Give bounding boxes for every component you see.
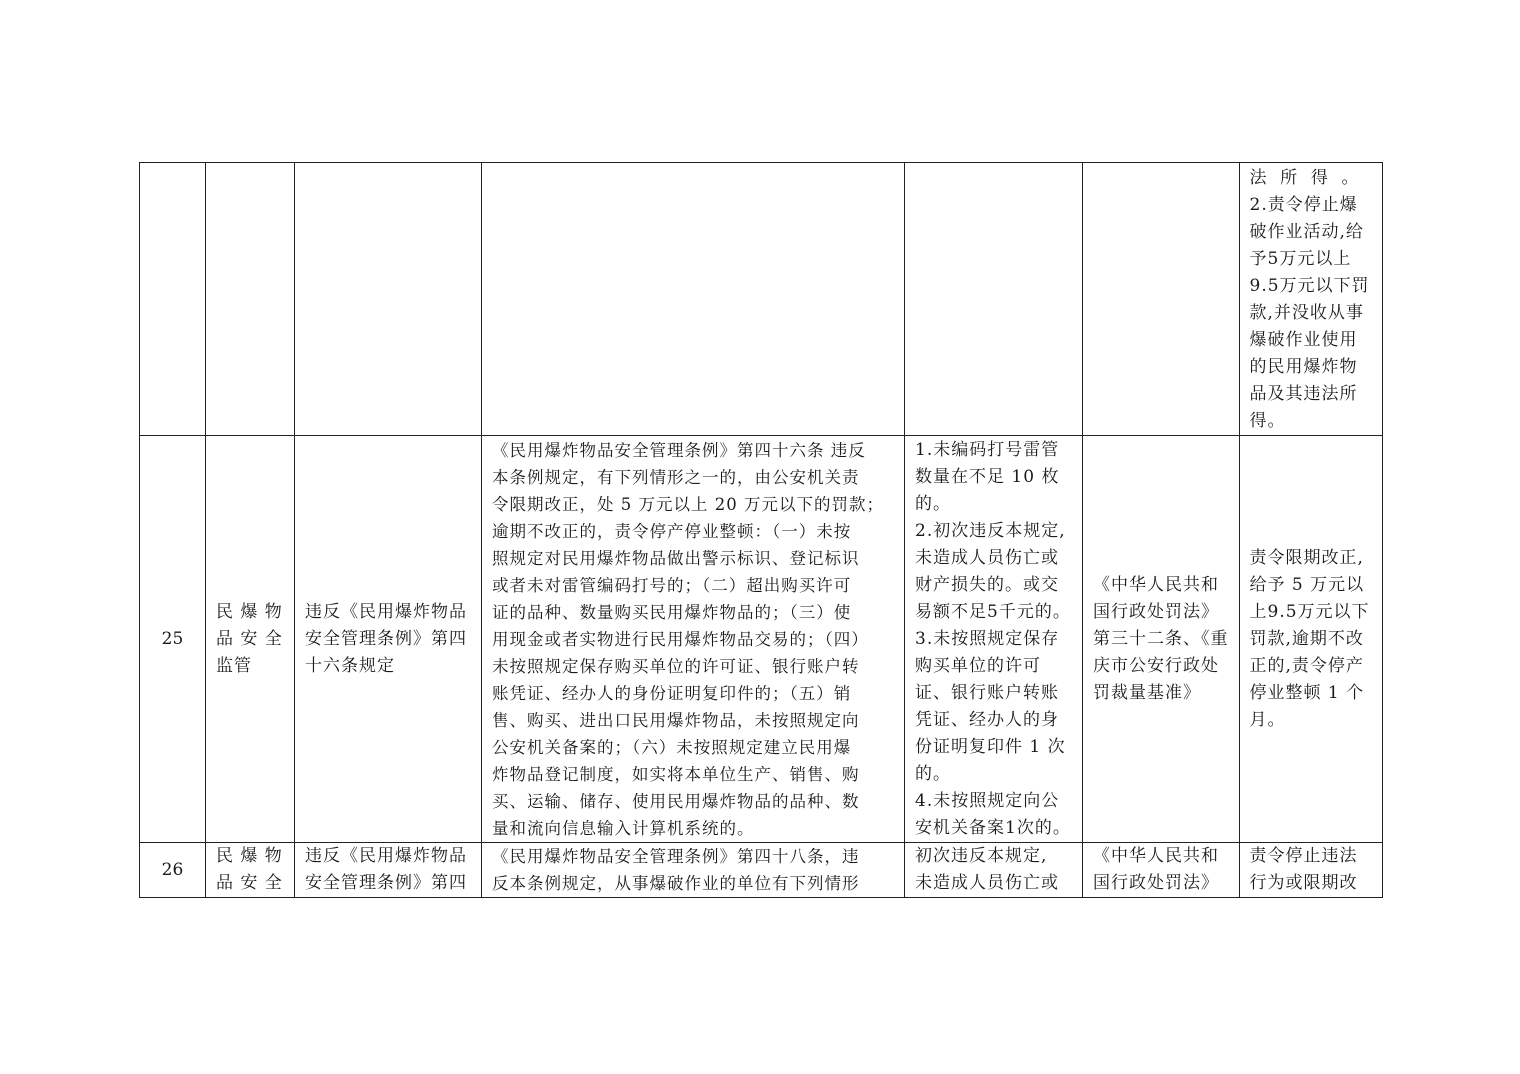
penalty-line: 爆破作业使用: [1249, 330, 1358, 350]
legal-basis-line: 售、购买、进出口民用爆炸物品，未按照规定向: [492, 710, 860, 730]
violation-line: 十六条规定: [305, 655, 395, 676]
legal-basis-line: 账凭证、经办人的身份证明复印件的；（五）销: [492, 683, 852, 703]
penalty-line: 月。: [1249, 709, 1286, 730]
legal-basis-line: 逾期不改正的，责令停产停业整顿：（一）未按: [492, 521, 852, 541]
penalty-cell: [1239, 843, 1382, 898]
circumstance-line: 易额不足5千元的。: [915, 601, 1071, 622]
category-cell: [206, 843, 295, 898]
category-line: 品 安 全: [216, 628, 283, 649]
circumstance-line: 3.未按照规定保存: [915, 628, 1060, 649]
legal-basis-line: 《民用爆炸物品安全管理条例》第四十八条，违: [492, 847, 860, 866]
violation-cell: [295, 436, 482, 843]
cell-legal-basis-empty: [482, 163, 905, 436]
penalty-line: 上9.5万元以下: [1249, 601, 1370, 622]
penalty-line: 正的,责令停产: [1249, 655, 1364, 676]
circumstance-line: 安机关备案1次的。: [915, 817, 1071, 838]
circumstance-line: 数量在不足 10 枚: [915, 466, 1060, 487]
circumstance-line: 未造成人员伤亡或: [915, 873, 1059, 893]
legal-basis-line: 照规定对民用爆炸物品做出警示标识、登记标识: [492, 548, 860, 568]
circumstance-line: 的。: [915, 493, 951, 514]
reference-line: 第三十二条、《重: [1093, 628, 1229, 649]
penalty-line: 停业整顿 1 个: [1249, 682, 1365, 703]
circumstance-line: 财产损失的。或交: [915, 574, 1059, 595]
violation-line: 违反《民用爆炸物品: [305, 601, 467, 622]
reference-cell: [1083, 436, 1240, 843]
reference-line: 国行政处罚法》: [1093, 601, 1219, 622]
category-line: 监管: [216, 655, 252, 676]
cell-penalty-continued: [1239, 163, 1382, 436]
circumstance-line: 的。: [915, 763, 951, 784]
row-number: 26: [140, 843, 206, 898]
penalty-standards-table: [139, 162, 1383, 898]
cell-violation-empty: [295, 163, 482, 436]
penalty-line: 责令限期改正,: [1249, 547, 1364, 568]
circumstance-line: 初次违反本规定,: [915, 846, 1048, 866]
violation-line: 安全管理条例》第四: [305, 873, 467, 893]
legal-basis-line: 炸物品登记制度，如实将本单位生产、销售、购: [492, 764, 860, 784]
penalty-line: 款,并没收从事: [1249, 303, 1364, 323]
penalty-line: 的民用爆炸物: [1249, 357, 1358, 377]
circumstance-line: 1.未编码打号雷管: [915, 439, 1060, 460]
circumstance-line: 未造成人员伤亡或: [915, 547, 1059, 568]
cell-circumstance-empty: [905, 163, 1083, 436]
table-row-26: [140, 843, 1383, 898]
violation-line: 违反《民用爆炸物品: [305, 846, 467, 866]
legal-basis-line: 用现金或者实物进行民用爆炸物品交易的；（四）: [492, 629, 869, 649]
legal-basis-line: 反本条例规定，从事爆破作业的单位有下列情形: [492, 874, 860, 893]
circumstance-line: 2.初次违反本规定,: [915, 520, 1066, 541]
reference-line: 《中华人民共和: [1093, 846, 1219, 866]
circumstance-cell: [905, 843, 1083, 898]
legal-basis-line: 或者未对雷管编码打号的；（二）超出购买许可: [492, 575, 852, 595]
legal-basis-line: 未按照规定保存购买单位的许可证、银行账户转: [492, 656, 860, 676]
circumstance-line: 4.未按照规定向公: [915, 790, 1060, 811]
legal-basis-line: 买、运输、储存、使用民用爆炸物品的品种、数: [492, 791, 860, 811]
reference-line: 国行政处罚法》: [1093, 873, 1219, 893]
category-line: 品 安 全: [216, 873, 283, 893]
circumstance-line: 购买单位的许可: [915, 655, 1041, 676]
category-line: 民 爆 物: [216, 601, 283, 622]
legal-basis-line: 《民用爆炸物品安全管理条例》第四十六条 违反: [492, 440, 866, 460]
penalty-line: 行为或限期改: [1249, 873, 1358, 893]
penalty-line: 给予 5 万元以: [1249, 574, 1365, 595]
penalty-line: 2.责令停止爆: [1249, 195, 1358, 215]
circumstance-line: 凭证、经办人的身: [915, 709, 1059, 730]
circumstance-line: 份证明复印件 1 次: [915, 736, 1066, 757]
circumstance-line: 证、银行账户转账: [915, 682, 1059, 703]
table-row-25: [140, 436, 1383, 843]
reference-cell: [1083, 843, 1240, 898]
row-number: 25: [140, 436, 206, 843]
category-line: 民 爆 物: [216, 846, 283, 866]
legal-basis-line: 令限期改正，处 5 万元以上 20 万元以下的罚款；: [492, 494, 884, 514]
penalty-line: 9.5万元以下罚: [1249, 276, 1370, 296]
reference-line: 罚裁量基准》: [1093, 682, 1201, 703]
cell-number-empty: [140, 163, 206, 436]
cell-category-empty: [206, 163, 295, 436]
cell-reference-empty: [1083, 163, 1240, 436]
violation-line: 安全管理条例》第四: [305, 628, 467, 649]
legal-basis-line: 公安机关备案的；（六）未按照规定建立民用爆: [492, 737, 852, 757]
legal-basis-cell: [482, 436, 905, 843]
reference-line: 庆市公安行政处: [1093, 655, 1219, 676]
table-row-continuation: [140, 163, 1383, 436]
legal-basis-line: 本条例规定，有下列情形之一的，由公安机关责: [492, 467, 860, 487]
penalty-line: 罚款,逾期不改: [1249, 628, 1364, 649]
penalty-line: 得。: [1249, 411, 1286, 431]
legal-basis-cell: [482, 843, 905, 898]
penalty-line: 法 所 得 。: [1249, 168, 1360, 188]
penalty-cell: [1239, 436, 1382, 843]
penalty-line: 破作业活动,给: [1249, 222, 1364, 242]
category-cell: [206, 436, 295, 843]
reference-line: 《中华人民共和: [1093, 574, 1219, 595]
penalty-line: 品及其违法所: [1249, 384, 1358, 404]
penalty-line: 予5万元以上: [1249, 249, 1352, 269]
violation-cell: [295, 843, 482, 898]
legal-basis-line: 量和流向信息输入计算机系统的。: [492, 818, 755, 838]
legal-basis-line: 证的品种、数量购买民用爆炸物品的；（三）使: [492, 602, 852, 622]
penalty-line: 责令停止违法: [1249, 846, 1358, 866]
circumstance-cell: [905, 436, 1083, 843]
